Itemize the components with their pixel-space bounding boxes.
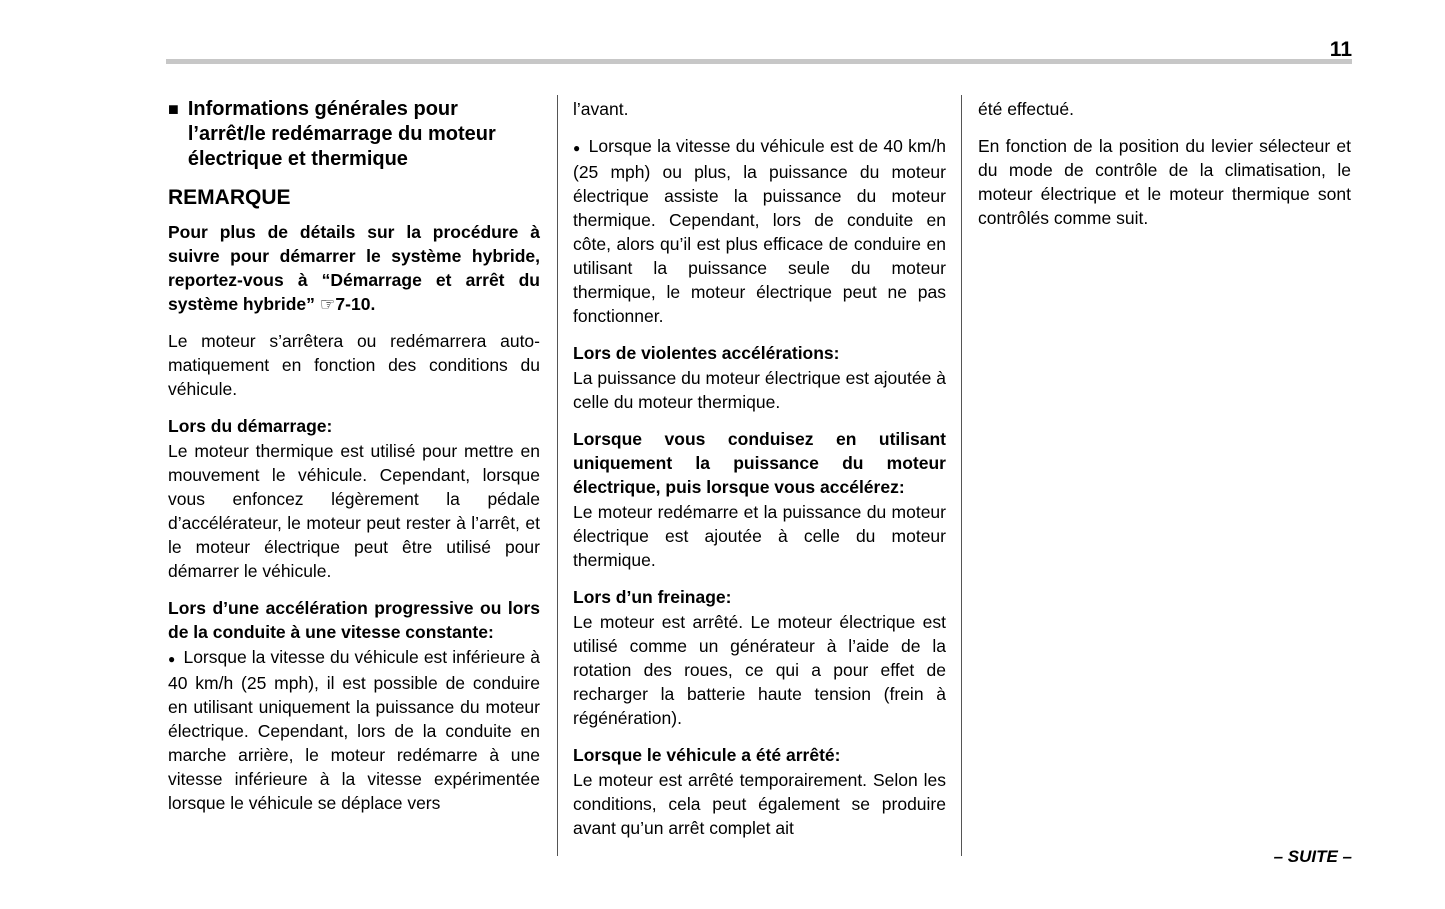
section-heading <box>168 97 540 172</box>
bullet-text: Lorsque la vitesse du véhicule est de 40 km/h (25 mph) ou plus, la puissance du moteur électrique assiste la puissance du moteur thermique. Cependant, lors de conduite en côte, alors qu’il est plus efficace de conduire en utilisant la puissance seule du moteur thermique, le moteur électrique peut ne pas fonctionner. <box>573 136 946 326</box>
column-separator-left <box>557 95 558 856</box>
paragraph: Le moteur est arrêté temporairement. Selon les conditions, cela peut également se produire avant qu’un arrêt complet ait <box>573 770 946 838</box>
top-rule <box>166 59 1352 64</box>
bullet-dot-icon: ● <box>573 141 581 155</box>
continuation-text: été effectué. <box>978 99 1075 119</box>
bullet-item <box>168 645 540 815</box>
paragraph: Le moteur s’arrêtera ou redémarrera automatiquement en fonction des conditions du véhicule. <box>168 331 540 399</box>
remarque-heading: REMARQUE <box>168 186 291 209</box>
section-heading-text: Informations générales pour l’arrêt/le redémarrage du moteur électrique et thermique <box>187 98 496 170</box>
bullet-item <box>573 134 946 328</box>
paragraph: En fonction de la position du levier sélecteur et du mode de contrôle de la climatisation, le moteur électrique et le moteur thermique sont contrôlés comme suit. <box>978 136 1351 228</box>
subheading-arrete: Lorsque le véhicule a été arrêté: <box>573 745 841 765</box>
page-number: 11 <box>1329 38 1352 61</box>
note-paragraph: Pour plus de détails sur la procédure à suivre pour démarrer le système hybride, reportez-vous à “Démarrage et arrêt du système hybride” ☞7-10. <box>168 222 540 314</box>
bullet-dot-icon: ● <box>168 652 176 666</box>
paragraph: Le moteur redémarre et la puissance du moteur électrique est ajoutée à celle du moteur thermique. <box>573 502 946 570</box>
subheading-acceleration: Lors d’une accélération progressive ou lors de la conduite à une vitesse constante: <box>168 598 540 642</box>
column-3 <box>978 97 1351 243</box>
column-separator-right <box>961 95 962 856</box>
subheading-violentes: Lors de violentes accélérations: <box>573 343 840 363</box>
paragraph: Le moteur thermique est utilisé pour mettre en mouvement le véhicule. Cependant, lorsque vous enfoncez légèrement la pédale d’accélérateur, le moteur peut rester à l’arrêt, et le moteur électrique peut être utilisé pour démarrer le véhicule. <box>168 441 540 581</box>
square-bullet-icon: ■ <box>168 99 179 119</box>
column-2 <box>573 97 946 853</box>
paragraph: La puissance du moteur électrique est ajoutée à celle du moteur thermique. <box>573 368 946 412</box>
continuation-text: l’avant. <box>573 99 629 119</box>
bullet-text: Lorsque la vitesse du véhicule est inférieure à 40 km/h (25 mph), il est possible de conduire en utilisant uniquement la puissance du moteur électrique. Cependant, lors de la conduite en marche arrière, le moteur redémarre à une vitesse inférieure à la vitesse expérimentée lorsque le véhicule se déplace vers <box>168 647 540 813</box>
column-1 <box>168 97 540 828</box>
paragraph: Le moteur est arrêté. Le moteur électrique est utilisé comme un générateur à l’aide de la rotation des roues, ce qui a pour effet de recharger la batterie haute tension (frein à régénération). <box>573 612 946 728</box>
continuation-footer: – SUITE – <box>1273 847 1352 866</box>
subheading-conduisez: Lorsque vous conduisez en utilisant uniquement la puissance du moteur électrique, puis lorsque vous accélérez: <box>573 429 946 497</box>
subheading-freinage: Lors d’un freinage: <box>573 587 732 607</box>
subheading-demarrage: Lors du démarrage: <box>168 416 333 436</box>
